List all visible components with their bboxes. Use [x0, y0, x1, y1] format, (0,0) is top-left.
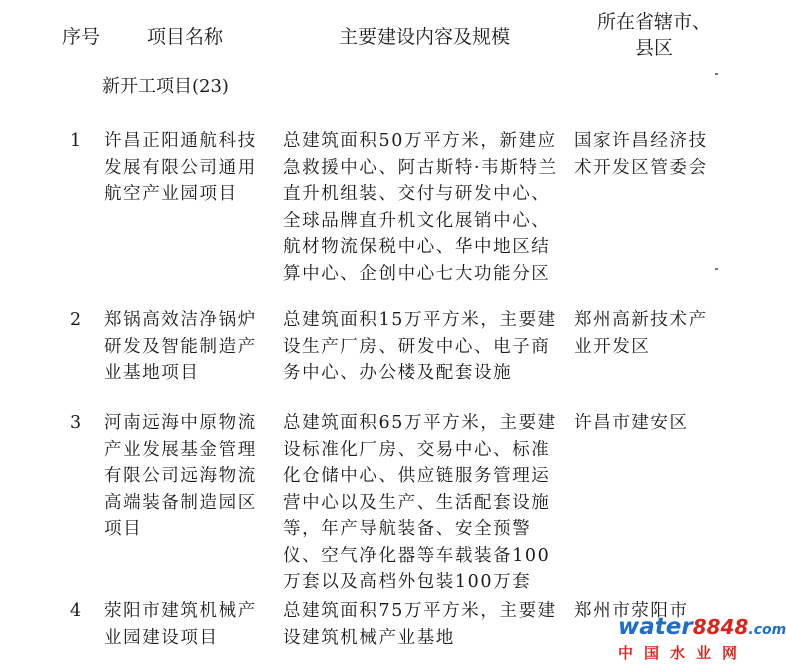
watermark-brand: water8848.com	[618, 614, 786, 640]
project-content: 总建筑面积50万平方米，新建应急救援中心、阿古斯特·韦斯特兰直升机组装、交付与研发中心、全球品牌直升机文化展销中心、航材物流保税中心、华中地区结算中心、企创中心七大功能分区	[283, 131, 558, 284]
scan-speck	[715, 73, 718, 75]
project-location: 郑州市荥阳市	[574, 601, 689, 621]
header-project-name: 项目名称	[147, 26, 224, 48]
watermark-logo	[618, 614, 786, 664]
section-title: 新开工项目(23)	[102, 76, 229, 97]
project-content: 总建筑面积15万平方米，主要建设生产厂房、研发中心、电子商务中心、办公楼及配套设施	[283, 310, 557, 383]
header-serial-number: 序号	[62, 26, 101, 48]
row-number: 1	[70, 131, 83, 151]
row-number: 4	[70, 601, 83, 621]
project-content: 总建筑面积65万平方米，主要建设标准化厂房、交易中心、标准化仓储中心、供应链服务管理运营中心以及生产、生活配套设施等，年产导航装备、安全预警仪、空气净化器等车载装备100万套以及高档外包装100万套	[283, 413, 557, 592]
row-number: 3	[70, 413, 83, 433]
row-number: 2	[70, 310, 83, 330]
project-location: 郑州高新技术产业开发区	[574, 310, 708, 357]
project-location: 国家许昌经济技术开发区管委会	[574, 131, 708, 178]
project-name: 河南远海中原物流产业发展基金管理有限公司远海物流高端装备制造园区项目	[104, 413, 257, 539]
scan-speck	[715, 268, 718, 270]
project-location: 许昌市建安区	[574, 413, 689, 433]
project-name: 许昌正阳通航科技发展有限公司通用航空产业园项目	[104, 131, 257, 204]
project-name: 郑锅高效洁净锅炉研发及智能制造产业基地项目	[104, 310, 257, 383]
project-name: 荥阳市建筑机械产业园建设项目	[104, 601, 257, 648]
header-location: 所在省辖市、县区	[596, 11, 711, 59]
watermark-chinese: 中国水业网	[618, 644, 749, 662]
project-content: 总建筑面积75万平方米，主要建设建筑机械产业基地	[283, 601, 557, 648]
header-main-content: 主要建设内容及规模	[339, 26, 511, 48]
